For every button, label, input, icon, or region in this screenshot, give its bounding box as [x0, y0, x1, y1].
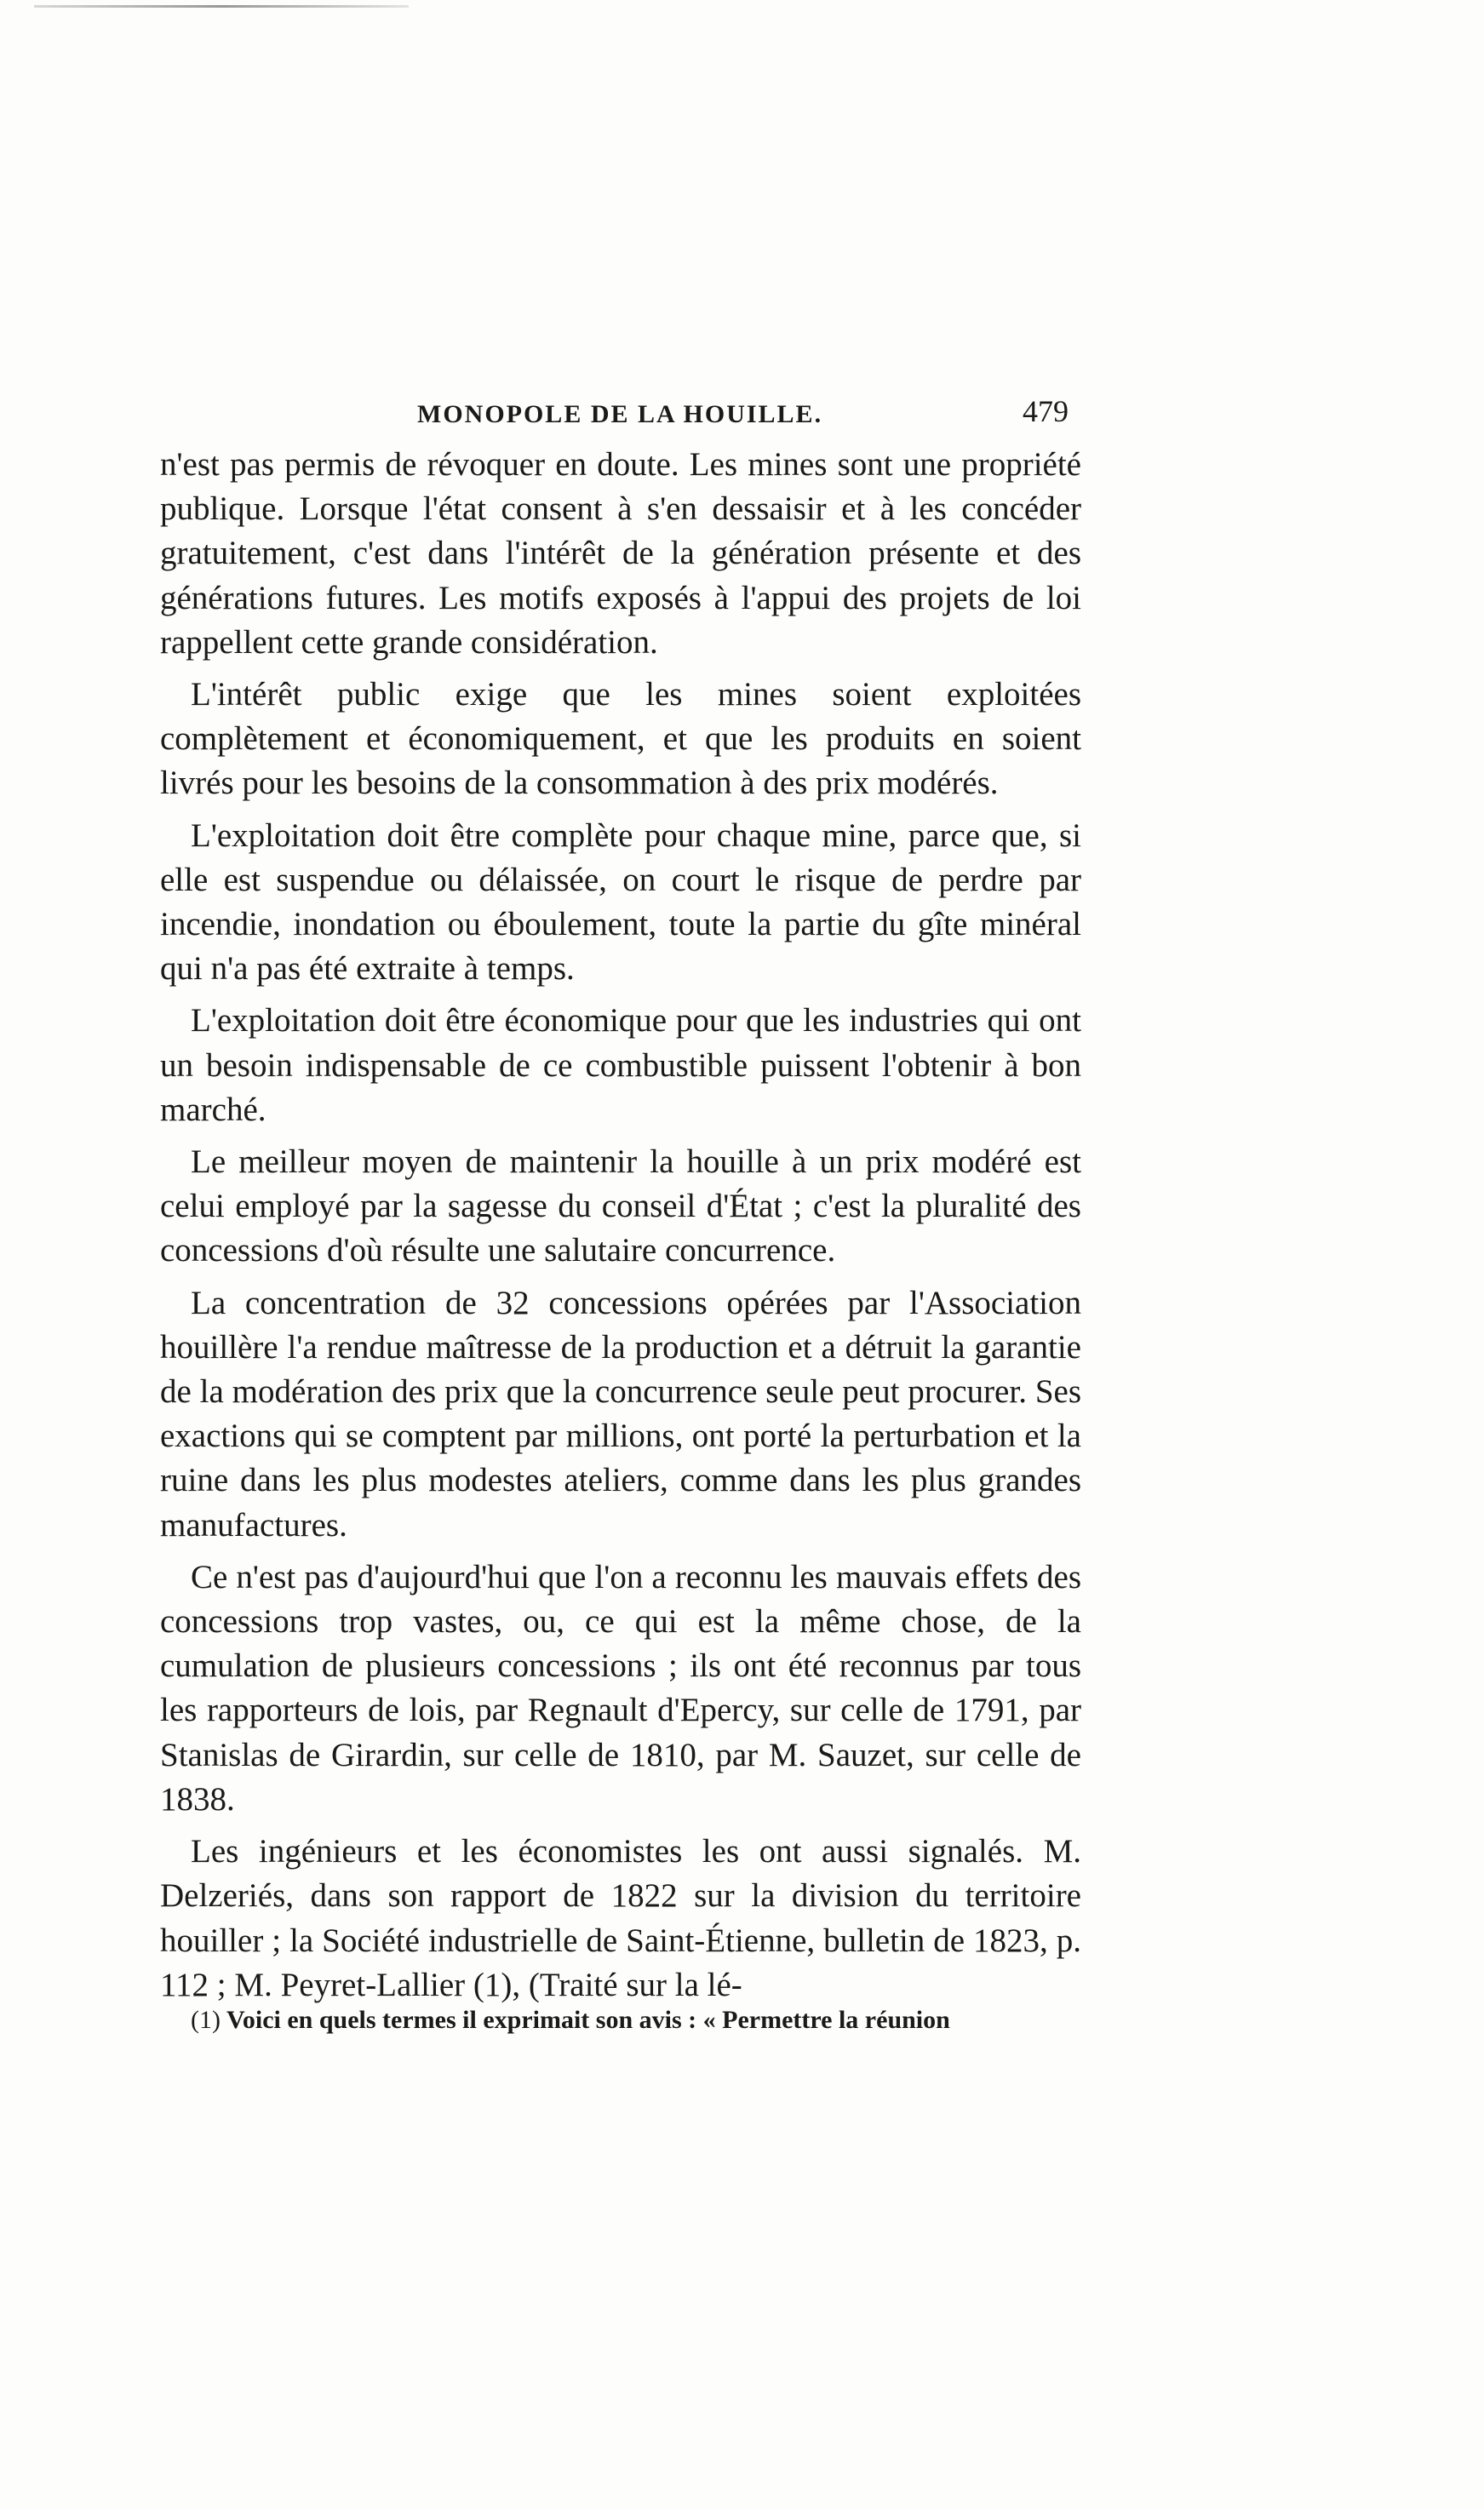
body-text [160, 443, 1081, 2015]
paragraph-1: n'est pas permis de révoquer en doute. Les mines sont une propriété publique. Lorsque l'état consent à s'en dessaisir et à les concéder gratuitement, c'est dans l'intérêt de la génération présente et des générations futures. Les motifs exposés à l'appui des projets de loi rappellent cette grande considération. [160, 446, 1081, 661]
footnote-marker: (1) [191, 2006, 221, 2034]
footnote [160, 2003, 1081, 2037]
paragraph-6: La concentration de 32 concessions opérées par l'Association houillère l'a rendue maîtresse de la production et a détruit la garantie de la modération des prix que la concurrence seule peut procurer. Ses exactions qui se comptent par millions, ont porté la perturbation et la ruine dans les plus modestes ateliers, comme dans les plus grandes manufactures. [160, 1284, 1081, 1544]
paragraph-2: L'intérêt public exige que les mines soient exploitées complètement et économiquement, et que les produits en soient livrés pour les besoins de la consommation à des prix modérés. [160, 676, 1081, 802]
paragraph-3: L'exploitation doit être complète pour chaque mine, parce que, si elle est suspendue ou délaissée, on court le risque de perdre par incendie, inondation ou éboulement, toute la partie du gîte minéral qui n'a pas été extraite à temps. [160, 816, 1081, 988]
footnote-text: Voici en quels termes il exprimait son avis : « Permettre la réunion [226, 2006, 950, 2034]
paragraph-8: Les ingénieurs et les économistes les ont aussi signalés. M. Delzeriés, dans son rapport de 1822 sur la division du territoire houiller ; la Société industrielle de Saint-Étienne, bulletin de 1823, p. 112 ; M. Peyret-Lallier (1), (Traité sur la lé- [160, 1833, 1081, 2003]
running-title: MONOPOLE DE LA HOUILLE. [417, 400, 823, 428]
paragraph-5: Le meilleur moyen de maintenir la houille à un prix modéré est celui employé par la sagesse du conseil d'État ; c'est la pluralité des concessions d'où résulte une salutaire concurrence. [160, 1143, 1081, 1269]
paragraph-4: L'exploitation doit être économique pour que les industries qui ont un besoin indispensable de ce combustible puissent l'obtenir à bon marché. [160, 1002, 1081, 1128]
paragraph-7: Ce n'est pas d'aujourd'hui que l'on a reconnu les mauvais effets des concessions trop vastes, ou, ce qui est la même chose, de la cumulation de plusieurs concessions ; ils ont été reconnus par tous les rapporteurs de lois, par Regnault d'Epercy, sur celle de 1791, par Stanislas de Girardin, sur celle de 1810, par M. Sauzet, sur celle de 1838. [160, 1558, 1081, 1818]
page-number: 479 [1023, 394, 1069, 428]
scan-edge-artifact [34, 5, 409, 8]
page-header [162, 393, 1081, 436]
